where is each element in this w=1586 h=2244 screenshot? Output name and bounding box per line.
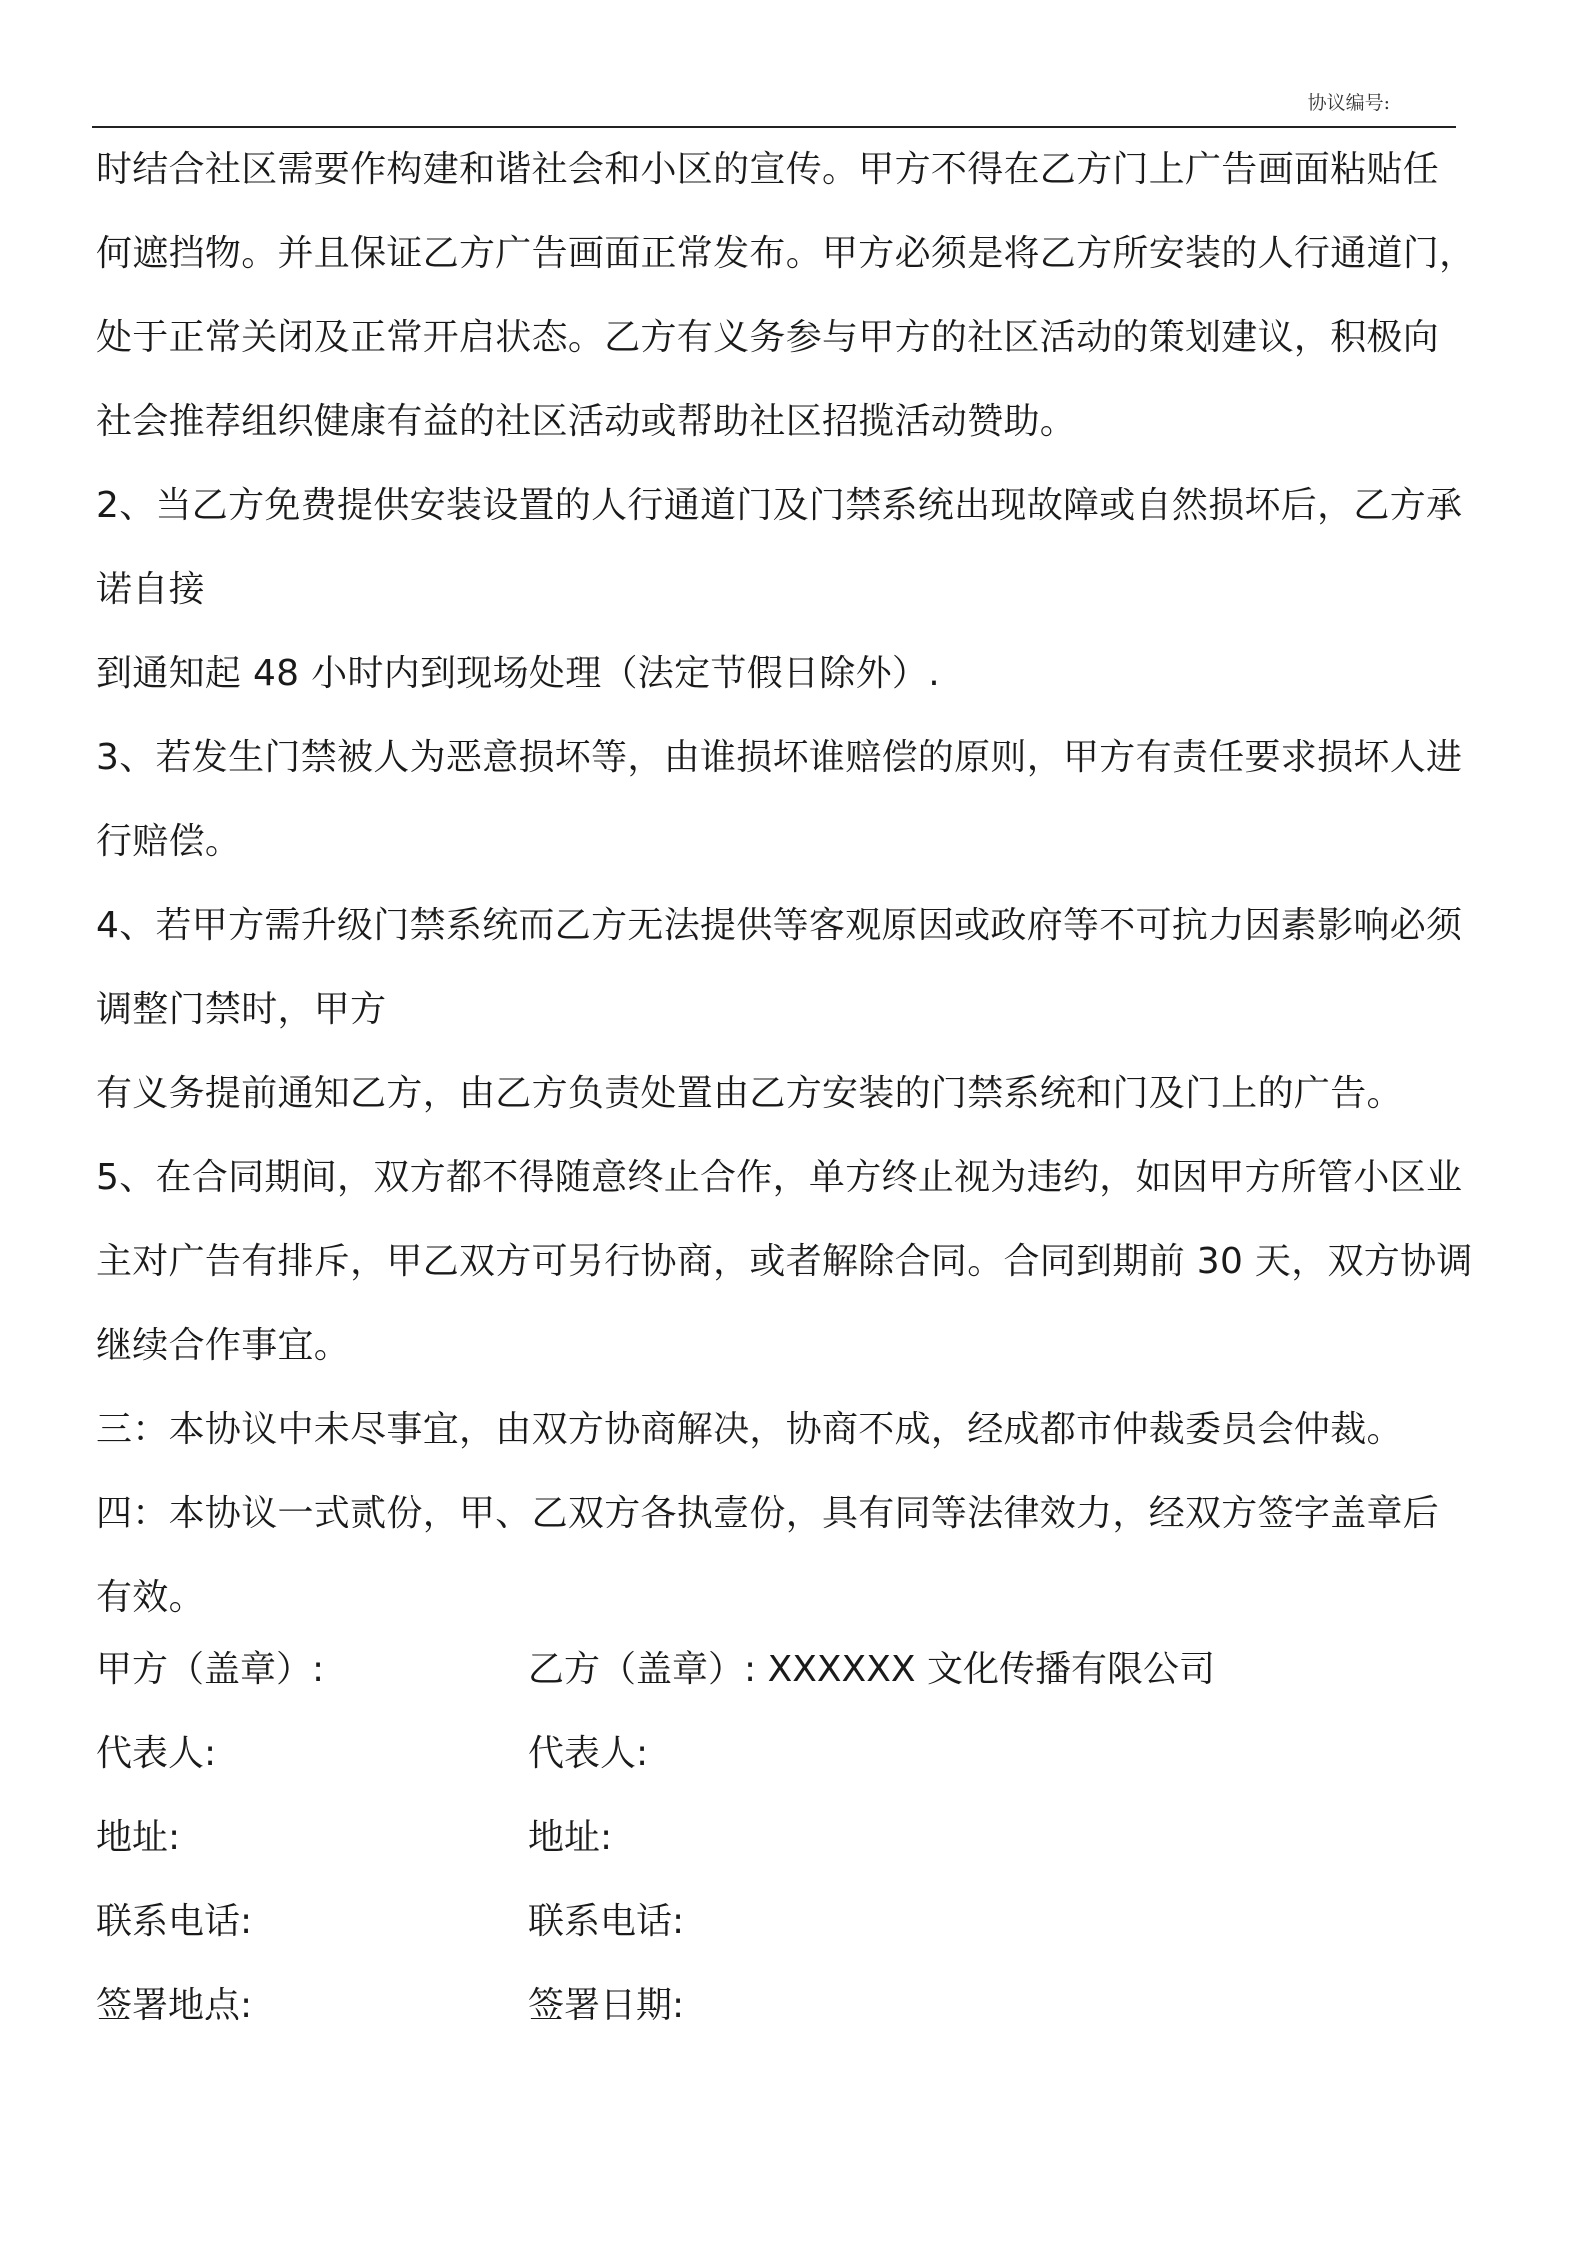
address-row: [96, 1796, 1476, 1880]
phone-row: [96, 1880, 1476, 1964]
article-4-line: 四：本协议一式贰份，甲、乙双方各执壹份，具有同等法律效力，经双方签字盖章后: [96, 1493, 1440, 1534]
signing-date-label: 签署日期:: [528, 1985, 685, 2026]
place-date-row: [96, 1964, 1476, 2048]
clause-2-line: 到通知起 48 小时内到现场处理（法定节假日除外）.: [96, 653, 940, 694]
clause-4-line: 有义务提前通知乙方，由乙方负责处置由乙方安装的门禁系统和门及门上的广告。: [96, 1073, 1403, 1114]
party-b-address-label: 地址:: [528, 1817, 613, 1858]
party-b-seal-label: 乙方（盖章）: XXXXXX 文化传播有限公司: [528, 1649, 1215, 1690]
clause-2-line: 2、当乙方免费提供安装设置的人行通道门及门禁系统出现故障或自然损坏后，乙方承: [96, 485, 1463, 526]
clause-3-line: 3、若发生门禁被人为恶意损坏等，由谁损坏谁赔偿的原则，甲方有责任要求损坏人进: [96, 737, 1463, 778]
signature-block: [96, 1628, 1476, 2048]
article-4-line: 有效。: [96, 1577, 205, 1618]
representative-row: [96, 1712, 1476, 1796]
clause-5-line: 5、在合同期间，双方都不得随意终止合作，单方终止视为违约，如因甲方所管小区业: [96, 1157, 1463, 1198]
body-line: 何遮挡物。并且保证乙方广告画面正常发布。甲方必须是将乙方所安装的人行通道门，: [96, 233, 1476, 274]
party-b-phone-label: 联系电话:: [528, 1901, 685, 1942]
party-a-phone-label: 联系电话:: [96, 1901, 253, 1942]
clause-5-line: 继续合作事宜。: [96, 1325, 351, 1366]
clause-5-line: 主对广告有排斥，甲乙双方可另行协商，或者解除合同。合同到期前 30 天，双方协调: [96, 1241, 1473, 1282]
party-a-representative-label: 代表人:: [96, 1733, 217, 1774]
body-line: 社会推荐组织健康有益的社区活动或帮助社区招揽活动赞助。: [96, 401, 1077, 442]
party-b-representative-label: 代表人:: [528, 1733, 649, 1774]
party-a-seal-label: 甲方（盖章）:: [96, 1649, 325, 1690]
body-line: 时结合社区需要作构建和谐社会和小区的宣传。甲方不得在乙方门上广告画面粘贴任: [96, 149, 1440, 190]
seal-row: [96, 1628, 1476, 1712]
agreement-body: [96, 128, 1496, 1640]
signing-place-label: 签署地点:: [96, 1985, 253, 2026]
agreement-number-label: 协议编号:: [1307, 92, 1390, 114]
party-a-address-label: 地址:: [96, 1817, 181, 1858]
body-line: 处于正常关闭及正常开启状态。乙方有义务参与甲方的社区活动的策划建议，积极向: [96, 317, 1440, 358]
clause-4-line: 4、若甲方需升级门禁系统而乙方无法提供等客观原因或政府等不可抗力因素影响必须: [96, 905, 1463, 946]
page-header: [92, 84, 1456, 128]
clause-2-line: 诺自接: [96, 569, 205, 610]
clause-3-line: 行赔偿。: [96, 821, 242, 862]
article-3-line: 三：本协议中未尽事宜，由双方协商解决，协商不成，经成都市仲裁委员会仲裁。: [96, 1409, 1403, 1450]
clause-4-line: 调整门禁时，甲方: [96, 989, 387, 1030]
